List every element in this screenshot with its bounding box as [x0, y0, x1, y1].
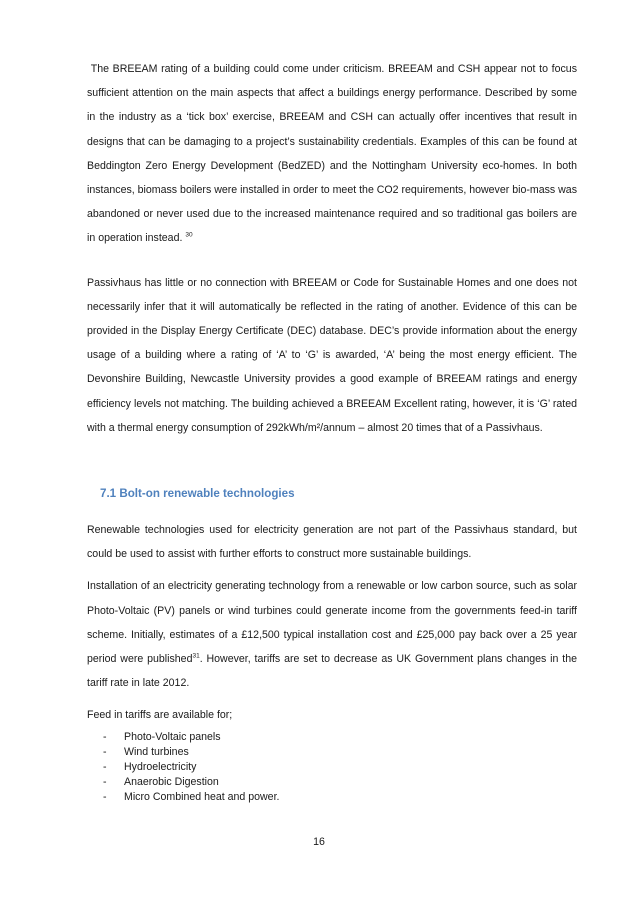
- footnote-ref-31: 31: [192, 652, 200, 660]
- paragraph-passivhaus-breeam: Passivhaus has little or no connection with BREEAM or Code for Sustainable Homes and one does not necessarily infer that it will automatically be reflected in the rating of another. Evidence of this can be provided in the Display Energy Certificate (DEC) database. DEC’s provide information about the energy usage of a building where a rating of ‘A’ to ‘G’ is awarded, ‘A’ being the most energy efficient. The Devonshire Building, Newcastle University provides a good example of BREEAM ratings and energy efficiency levels not matching. The building achieved a BREEAM Excellent rating, however, it is ‘G’ rated with a thermal energy consumption of 292kWh/m²/annum – almost 20 times that of a Passivhaus.: [87, 276, 577, 434]
- list-item-text: Photo-Voltaic panels: [124, 730, 221, 743]
- list-marker: -: [103, 776, 107, 789]
- list-item: [103, 730, 577, 745]
- paragraph-breeam-criticism: [87, 57, 577, 251]
- list-item-text: Anaerobic Digestion: [124, 776, 219, 789]
- paragraph-renewables-intro: Renewable technologies used for electricity generation are not part of the Passivhaus standard, but could be used to assist with further efforts to construct more sustainable buildings.: [87, 524, 577, 561]
- paragraph-list-intro: Feed in tariffs are available for;: [87, 709, 233, 722]
- paragraph-text-continued: . However, tariffs are set to decrease as UK Government plans changes in the tariff rate in late 2012.: [87, 653, 577, 690]
- list-marker: -: [103, 745, 107, 758]
- list-item-text: Micro Combined heat and power.: [124, 791, 280, 804]
- list-item: [103, 760, 577, 775]
- list-marker: -: [103, 791, 107, 804]
- list-marker: -: [103, 761, 107, 774]
- page-number: 16: [313, 836, 325, 848]
- page-body: [87, 57, 577, 806]
- list-item-text: Hydroelectricity: [124, 761, 197, 774]
- section-heading: 7.1 Bolt-on renewable technologies: [100, 487, 295, 501]
- list-item-text: Wind turbines: [124, 745, 189, 758]
- list-item: [103, 745, 577, 760]
- list-item: [103, 775, 577, 790]
- paragraph-feed-in-tariff: [87, 574, 577, 695]
- list-marker: -: [103, 730, 107, 743]
- footnote-ref-30: 30: [185, 231, 193, 239]
- list-item: [103, 790, 577, 805]
- paragraph-text: Installation of an electricity generating technology from a renewable or low carbon source, such as solar Photo-Voltaic (PV) panels or wind turbines could generate income from the governments feed-in tariff scheme. Initially, estimates of a £12,500 typical installation cost and £25,000 pay back over a 25 year period were published: [87, 580, 577, 666]
- paragraph-text: The BREEAM rating of a building could come under criticism. BREEAM and CSH appear not to focus sufficient attention on the main aspects that affect a buildings energy performance. Described by some in the industry as a ‘tick box’ exercise, BREEAM and CSH can actually offer incentives that result in designs that can be damaging to a project’s sustainability credentials. Examples of this can be found at Beddington Zero Energy Development (BedZED) and the Nottingham University eco-homes. In both instances, biomass boilers were installed in order to meet the CO2 requirements, however bio-mass was abandoned or never used due to the increased maintenance required and so traditional gas boilers are in operation instead.: [87, 63, 577, 245]
- tariff-eligible-list: [87, 730, 577, 806]
